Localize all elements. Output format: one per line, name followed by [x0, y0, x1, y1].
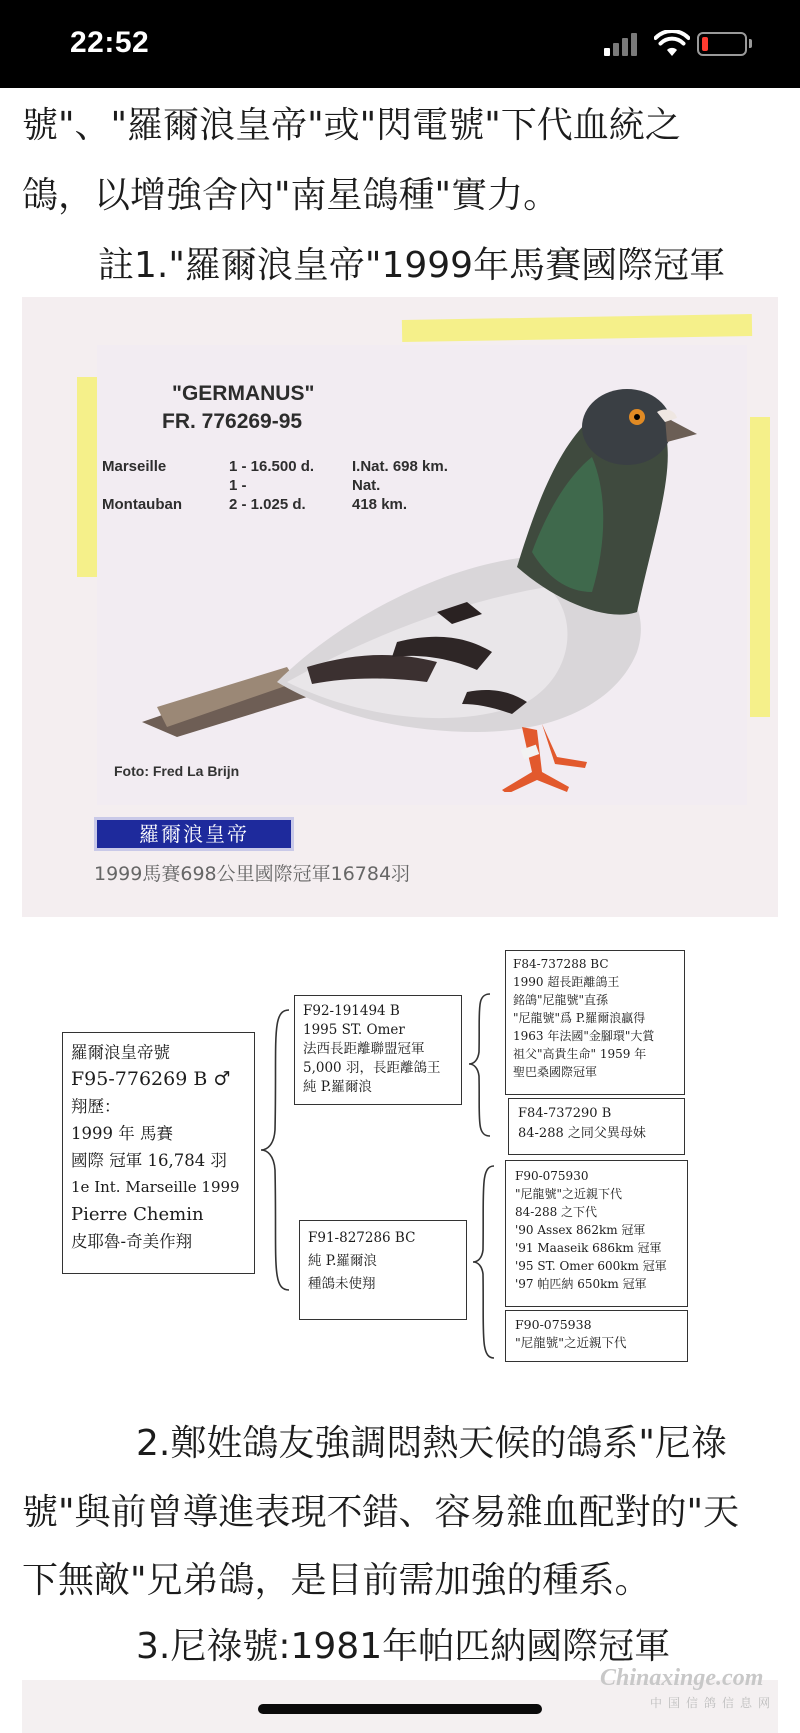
- site-watermark-sub: 中国信鸽信息网: [650, 1696, 777, 1710]
- battery-cap: [749, 39, 752, 48]
- pedigree-line: 1990 超長距離鴿王: [513, 975, 620, 989]
- pedigree-line: '91 Maaseik 686km 冠軍: [515, 1241, 662, 1255]
- pedigree-line: 5,000 羽，長距離鴿王: [303, 1060, 441, 1076]
- pedigree-line: 1999 年 馬賽: [71, 1124, 173, 1143]
- article-line: 3.尼祿號:1981年帕匹納國際冠軍: [136, 1626, 671, 1667]
- pedigree-brace: [466, 990, 496, 1140]
- pedigree-line: F90-075930: [515, 1169, 589, 1183]
- result-detail: I.Nat. 698 km.: [352, 458, 448, 475]
- pedigree-main-box: [62, 1032, 255, 1274]
- pedigree-chart: [22, 930, 778, 1385]
- photo-credit: Foto: Fred La Brijn: [114, 763, 240, 779]
- pedigree-dam-sire-box: [505, 1160, 688, 1307]
- pedigree-dam-dam-box: [505, 1310, 688, 1362]
- result-place: 1 -: [229, 477, 247, 494]
- article-line: 鴿，以增強舍內"南星鴿種"實力。: [22, 175, 560, 216]
- article-line: 2.鄭姓鴿友強調悶熱天候的鴿系"尼祿: [136, 1423, 727, 1464]
- pedigree-sire-dam-box: [508, 1098, 685, 1155]
- cellular-signal-icon: [604, 32, 644, 56]
- pedigree-line: 84-288 之下代: [515, 1205, 598, 1219]
- tape-strip: [402, 314, 752, 342]
- pedigree-brace: [470, 1162, 500, 1362]
- result-place: 2 - 1.025 d.: [229, 496, 306, 513]
- result-detail: Nat.: [352, 477, 381, 494]
- pedigree-line: 純 P.羅爾浪: [303, 1079, 372, 1095]
- pedigree-line: "尼龍號"爲 P.羅爾浪贏得: [513, 1011, 646, 1025]
- pedigree-line: 1e Int. Marseille 1999: [71, 1178, 240, 1196]
- result-detail: 418 km.: [352, 496, 408, 513]
- tape-strip: [750, 417, 770, 717]
- pigeon-photo-card: [22, 297, 778, 917]
- pedigree-line: 祖父"高貴生命" 1959 年: [513, 1047, 647, 1061]
- pedigree-line: 皮耶魯-奇美作翔: [71, 1232, 193, 1251]
- pedigree-line: '97 帕匹納 650km 冠軍: [515, 1277, 647, 1291]
- pedigree-line: 銘鴿"尼龍號"直孫: [513, 993, 609, 1007]
- pedigree-sire-box: [294, 995, 462, 1105]
- site-watermark: Chinaxinge.com: [600, 1665, 764, 1691]
- pedigree-line: F84-737290 B: [518, 1106, 612, 1121]
- pedigree-line: 1963 年法國"金腳環"大賞: [513, 1029, 655, 1043]
- pedigree-line: "尼龍號"之近親下代: [515, 1187, 623, 1201]
- pedigree-line: 1995 ST. Omer: [303, 1022, 405, 1038]
- pedigree-line: 種鴿未使翔: [308, 1276, 376, 1292]
- pigeon-ring-number: FR. 776269-95: [162, 410, 303, 433]
- pedigree-line: F92-191494 B: [303, 1003, 400, 1019]
- wifi-icon: [654, 30, 690, 58]
- result-place: 1 - 16.500 d.: [229, 458, 315, 475]
- pedigree-brace: [257, 1000, 297, 1300]
- pedigree-line: 羅爾浪皇帝號: [71, 1043, 170, 1062]
- article-line: 號"、"羅爾浪皇帝"或"閃電號"下代血統之: [22, 105, 681, 146]
- pedigree-line: F84-737288 BC: [513, 957, 609, 971]
- pedigree-line: 純 P.羅爾浪: [308, 1253, 377, 1269]
- article-line: 下無敵"兄弟鴿，是目前需加強的種系。: [22, 1560, 651, 1601]
- battery-icon: [697, 32, 747, 56]
- pedigree-line: 法西長距離聯盟冠軍: [303, 1041, 425, 1057]
- article-line: 號"與前曾導進表現不錯、容易雜血配對的"天: [22, 1492, 740, 1533]
- pedigree-line: 國際 冠軍 16,784 羽: [71, 1151, 227, 1170]
- pedigree-line: 翔歷：: [71, 1097, 121, 1116]
- pedigree-line: 聖巴桑國際冠軍: [513, 1065, 598, 1079]
- pedigree-line: '95 ST. Omer 600km 冠軍: [515, 1259, 667, 1273]
- pedigree-line: '90 Assex 862km 冠軍: [515, 1223, 646, 1237]
- tape-strip: [77, 377, 97, 577]
- article-line: 註1."羅爾浪皇帝"1999年馬賽國際冠軍: [98, 245, 726, 286]
- pedigree-dam-box: [299, 1220, 467, 1320]
- plate-caption: 1999馬賽698公里國際冠軍16784羽: [94, 863, 411, 885]
- name-plate: 羅爾浪皇帝: [94, 817, 294, 851]
- home-indicator[interactable]: [258, 1704, 542, 1714]
- pedigree-line: 84-288 之同父異母妹: [518, 1126, 646, 1141]
- status-time: 22:52: [70, 26, 150, 59]
- pedigree-sire-sire-box: [505, 950, 685, 1095]
- result-location: Montauban: [102, 496, 182, 513]
- pedigree-line: F95-776269 B ♂: [71, 1068, 231, 1090]
- status-bar: [0, 0, 800, 88]
- battery-level: [702, 37, 708, 51]
- pedigree-line: "尼龍號"之近親下代: [515, 1335, 627, 1350]
- result-location: Marseille: [102, 458, 167, 475]
- pigeon-name: "GERMANUS": [172, 382, 315, 405]
- pedigree-line: F90-075938: [515, 1317, 592, 1332]
- pedigree-line: F91-827286 BC: [308, 1230, 416, 1246]
- pedigree-line: Pierre Chemin: [71, 1204, 204, 1225]
